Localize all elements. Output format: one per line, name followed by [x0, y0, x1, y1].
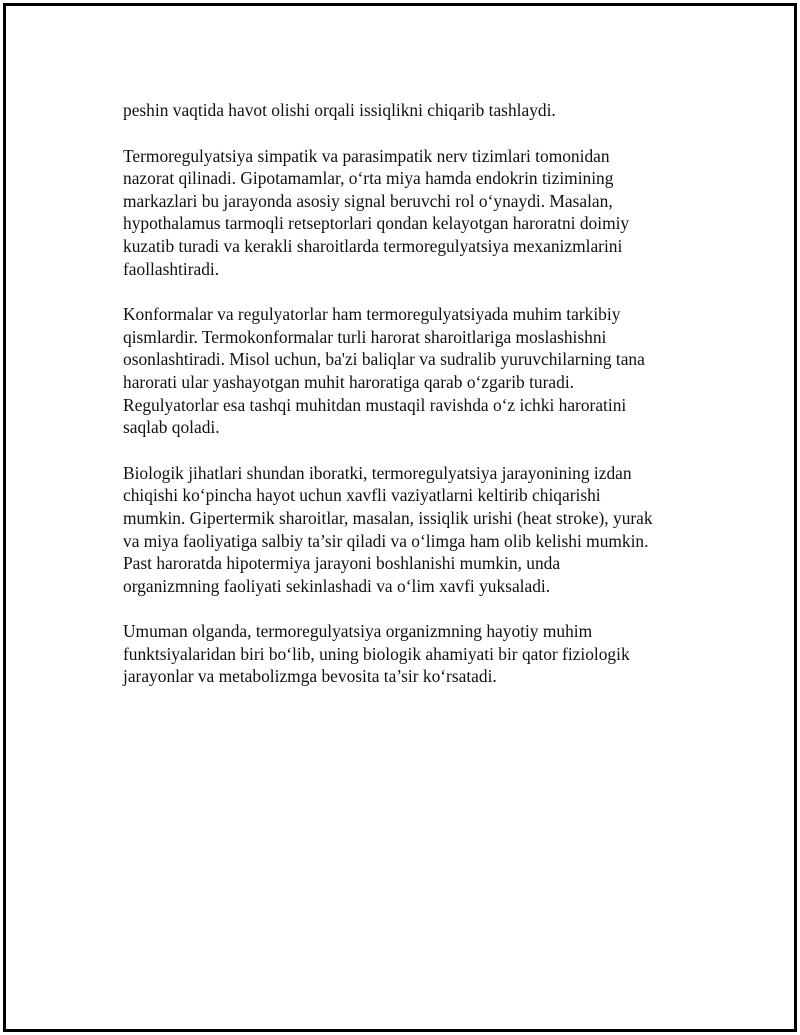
- text-line: Biologik jihatlari shundan iboratki, termoregulyatsiya jarayonining izdan: [123, 462, 632, 483]
- text-line: osonlashtiradi. Misol uchun, ba'zi baliqlar va sudralib yuruvchilarning tana: [123, 349, 645, 370]
- document-body: [123, 99, 703, 711]
- text-line: Regulyatorlar esa tashqi muhitdan mustaqil ravishda o‘z ichki haroratini: [123, 394, 627, 415]
- text-line: funktsiyalaridan biri bo‘lib, uning biologik ahamiyati bir qator fiziologik: [123, 643, 630, 664]
- text-line: harorati ular yashayotgan muhit haroratiga qarab o‘zgarib turadi.: [123, 371, 575, 392]
- text-line: Past haroratda hipotermiya jarayoni boshlanishi mumkin, unda: [123, 553, 561, 574]
- text-line: mumkin. Gipertermik sharoitlar, masalan, issiqlik urishi (heat stroke), yurak: [123, 507, 653, 528]
- paragraph-2: [123, 145, 703, 281]
- text-line: Termoregulyatsiya simpatik va parasimpatik nerv tizimlari tomonidan: [123, 145, 610, 166]
- text-line: nazorat qilinadi. Gipotamamlar, o‘rta miya hamda endokrin tizimining: [123, 168, 614, 189]
- paragraph-4: [123, 462, 703, 598]
- text-line: markazlari bu jarayonda asosiy signal beruvchi rol o‘ynaydi. Masalan,: [123, 190, 613, 211]
- text-line: qismlardir. Termokonformalar turli harorat sharoitlariga moslashishni: [123, 326, 607, 347]
- text-line: faollashtiradi.: [123, 258, 220, 279]
- text-line: Umuman olganda, termoregulyatsiya organizmning hayotiy muhim: [123, 621, 593, 642]
- paragraph-3: [123, 303, 703, 439]
- page-border: [3, 3, 797, 1032]
- text-line: jarayonlar va metabolizmga bevosita ta’sir ko‘rsatadi.: [123, 666, 497, 687]
- text-line: chiqishi ko‘pincha hayot uchun xavfli vaziyatlarni keltirib chiqarishi: [123, 485, 601, 506]
- text-line: kuzatib turadi va kerakli sharoitlarda termoregulyatsiya mexanizmlarini: [123, 235, 623, 256]
- text-line: hypothalamus tarmoqli retseptorlari qondan kelayotgan haroratni doimiy: [123, 213, 630, 234]
- text-line: Konformalar va regulyatorlar ham termoregulyatsiyada muhim tarkibiy: [123, 304, 621, 325]
- text-line: organizmning faoliyati sekinlashadi va o‘lim xavfi yuksaladi.: [123, 575, 551, 596]
- paragraph-1: [123, 99, 703, 122]
- text-line: saqlab qoladi.: [123, 417, 220, 438]
- text-line: peshin vaqtida havot olishi orqali issiqlikni chiqarib tashlaydi.: [123, 100, 556, 120]
- text-line: va miya faoliyatiga salbiy ta’sir qiladi va o‘limga ham olib kelishi mumkin.: [123, 530, 649, 551]
- paragraph-5: [123, 620, 703, 688]
